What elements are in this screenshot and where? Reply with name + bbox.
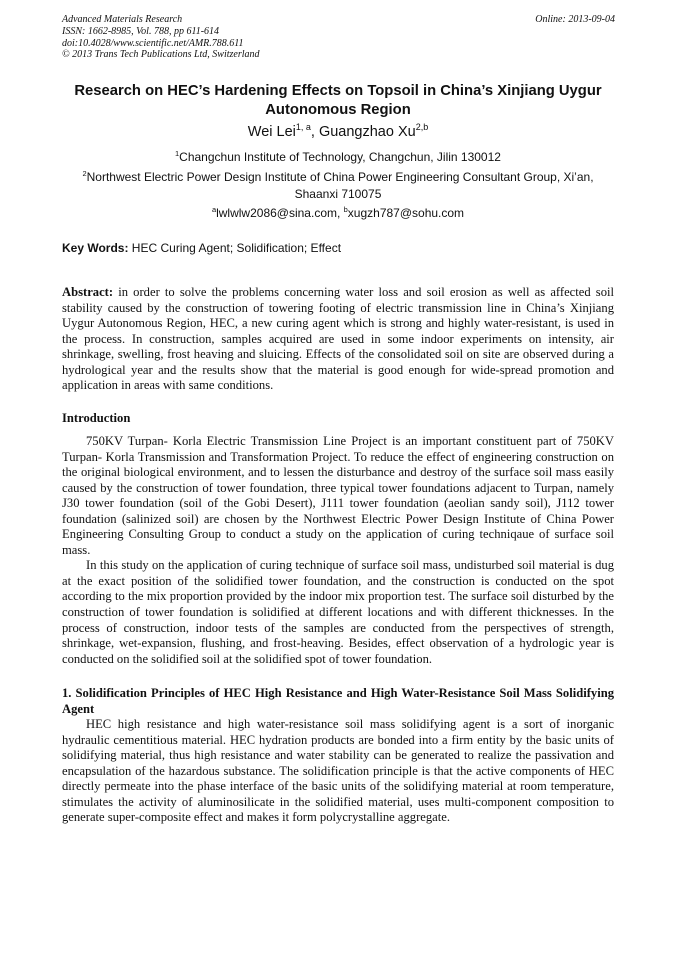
- author-name: Wei Lei: [247, 124, 296, 140]
- affiliation-text: Northwest Electric Power Design Institute of China Power Engineering Consultant Group, Xi’an, Shaanxi 710075: [86, 170, 594, 201]
- author-superscript: 2,b: [415, 122, 429, 133]
- affiliation-2: [62, 169, 614, 202]
- introduction-body: [62, 434, 614, 667]
- paper-title: Research on HEC’s Hardening Effects on Topsoil in China’s Xinjiang Uygur Autonomous Region: [74, 83, 602, 118]
- affiliation-text: Changchun Institute of Technology, Changchun, Jilin 130012: [179, 150, 501, 164]
- author-separator: ,: [310, 124, 319, 140]
- section-1-body: [62, 717, 614, 826]
- email-address: xugzh787@sohu.com: [347, 206, 465, 220]
- keywords-text: HEC Curing Agent; Solidification; Effect: [128, 241, 342, 255]
- keywords-label: Key Words:: [62, 241, 129, 255]
- paragraph: 750KV Turpan- Korla Electric Transmission Line Project is an important constituent part of 750KV Turpan- Korla Transmission and Transformation Project. To reduce the effect of engineering construction on the original biological environment, and to lessen the disturbance and destroy of the surface soil mass easily caused by the construction of tower foundation, three typical tower foundations adjacent to Turpan, namely J30 tower foundation (soil of the Gobi Desert), J111 tower foundation (aeolian sandy soil), J112 tower foundation (salinized soil) are chosen by the Northwest Electric Power Design Institute of China Power Engineering Consulting Group to conduct a study on the application of curing techniqaue of surface soil mass.: [62, 434, 614, 557]
- abstract-label: Abstract:: [62, 285, 114, 299]
- email-line: [62, 205, 614, 222]
- abstract-text: in order to solve the problems concerning water loss and soil erosion as well as affected soil stability caused by the construction of towering footing of electric transmission line in China’s Xinjiang Uygur Autonomous Region, HEC, a new curing agent which is strong and highly water-resistant, is used in the process. In construction, samples acquired are used in some indoor experiments on intensity, air shrinkage, swelling, frost heaving and sluicing. Effects of the consolidated soil on site are observed during a hydrological year and the results show that the material is good enough for wide-spread promotion and application in areas with same conditions.: [62, 285, 614, 393]
- affiliation-1: [62, 149, 614, 166]
- copyright-line: © 2013 Trans Tech Publications Ltd, Switzerland: [62, 49, 260, 61]
- affiliation-superscript: 1: [175, 149, 180, 159]
- affiliation-superscript: 2: [82, 169, 87, 179]
- email-address: lwlwlw2086@sina.com,: [216, 206, 344, 220]
- section-heading-introduction: Introduction: [62, 411, 131, 425]
- issn-line: ISSN: 1662-8985, Vol. 788, pp 611-614: [62, 25, 220, 37]
- paragraph: HEC high resistance and high water-resistance soil mass solidifying agent is a sort of inorganic hydraulic cementitious material. HEC hydration products are bonded into a firm entity by the basic units of solidifying material, thus high resistance and water stability can be generated to realize the passivation and encapsulation of the hazardous substance. The solidification principle is that the active components of HEC directly permeate into the phase interface of the basic units of the solidifying material at room temperature, stimulates the activity of aluminosilicate in the solidified material, uses multi-component composition to generate super-composite effect and makes it form polycrystalline aggregate.: [62, 717, 614, 825]
- email-superscript: a: [211, 205, 217, 215]
- journal-header: [62, 14, 260, 61]
- author-line: [62, 123, 614, 141]
- section-heading-1: 1. Solidification Principles of HEC High Resistance and High Water-Resistance Soil Mass Solidifying Agent: [62, 686, 614, 716]
- online-date: Online: 2013-09-04: [535, 14, 615, 25]
- abstract: [62, 285, 614, 394]
- journal-name: Advanced Materials Research: [62, 14, 183, 25]
- author-superscript: 1, a: [295, 122, 311, 133]
- doi-line: doi:10.4028/www.scientific.net/AMR.788.611: [62, 37, 244, 49]
- paragraph: In this study on the application of curing technique of surface soil mass, undisturbed soil material is dug at the exact position of the solidified tower foundation, and the construction is conducted on the spot according to the mix proportion provided by the indoor mix proportion test. The surface soil disturbed by the construction of tower foundation is solidified at different locations and with different thicknesses. In the process of construction, indoor tests of the samples are conducted from the perspectives of strength, shrinkage, wet-expansion, flushing, and frost-heaving. Besides, effect observation of a hydrologic year is conducted on the solidified soil at the solidified spot of tower foundation.: [62, 558, 614, 666]
- email-superscript: b: [343, 205, 348, 215]
- author-name: Guangzhao Xu: [318, 124, 416, 140]
- keywords: [62, 240, 614, 256]
